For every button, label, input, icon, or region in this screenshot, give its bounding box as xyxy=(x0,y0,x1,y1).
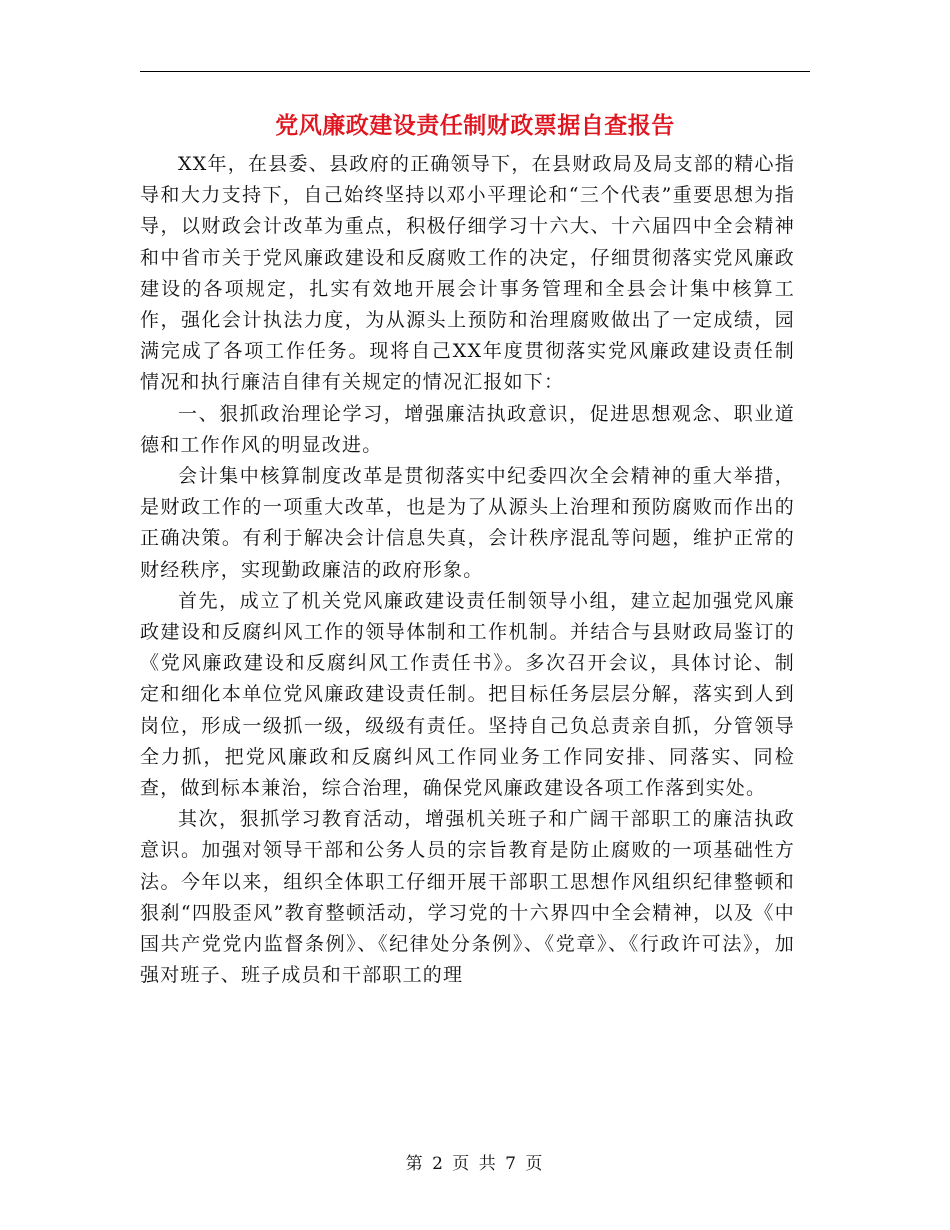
body-paragraph: 其次，狠抓学习教育活动，增强机关班子和广阔干部职工的廉洁执政意识。加强对领导干部和公务人员的宗旨教育是防止腐败的一项基础性方法。今年以来，组织全体职工仔细开展干部职工思想作风组织纪律整顿和狠刹“四股歪风”教育整顿活动，学习党的十六界四中全会精神，以及《中国共产党党内监督条例》、《纪律处分条例》、《党章》、《行政许可法》，加强对班子、班子成员和干部职工的理 xyxy=(140,808,795,987)
body-paragraph: XX年，在县委、县政府的正确领导下，在县财政局及局支部的精心指导和大力支持下，自己始终坚持以邓小平理论和“三个代表”重要思想为指导，以财政会计改革为重点，积极仔细学习十六大、十六届四中全会精神和中省市关于党风廉政建设和反腐败工作的决定，仔细贯彻落实党风廉政建设的各项规定，扎实有效地开展会计事务管理和全县会计集中核算工作，强化会计执法力度，为从源头上预防和治理腐败做出了一定成绩，园满完成了各项工作任务。现将自己XX年度贯彻落实党风廉政建设责任制情况和执行廉洁自律有关规定的情况汇报如下： xyxy=(140,153,795,394)
body-paragraph: 首先，成立了机关党风廉政建设责任制领导小组，建立起加强党风廉政建设和反腐纠风工作的领导体制和工作机制。并结合与县财政局鉴订的《党风廉政建设和反腐纠风工作责任书》。多次召开会议，具体讨论、制定和细化本单位党风廉政建设责任制。把目标任务层层分解，落实到人到岗位，形成一级抓一级，级级有责任。坚持自己负总责亲自抓，分管领导全力抓，把党风廉政和反腐纠风工作同业务工作同安排、同落实、同检查，做到标本兼治，综合治理，确保党风廉政建设各项工作落到实处。 xyxy=(140,589,795,800)
header-rule xyxy=(140,71,810,72)
section-heading: 一、狠抓政治理论学习，增强廉洁执政意识，促进思想观念、职业道德和工作作风的明显改进。 xyxy=(140,402,795,456)
document-title: 党风廉政建设责任制财政票据自查报告 xyxy=(275,112,675,139)
body-paragraph: 会计集中核算制度改革是贯彻落实中纪委四次全会精神的重大举措，是财政工作的一项重大改革，也是为了从源头上治理和预防腐败而作出的正确决策。有利于解决会计信息失真，会计秩序混乱等问题，维护正常的财经秩序，实现勤政廉洁的政府形象。 xyxy=(140,465,795,581)
page-number: 第 2 页 共 7 页 xyxy=(405,1154,545,1174)
document-body xyxy=(140,149,795,991)
